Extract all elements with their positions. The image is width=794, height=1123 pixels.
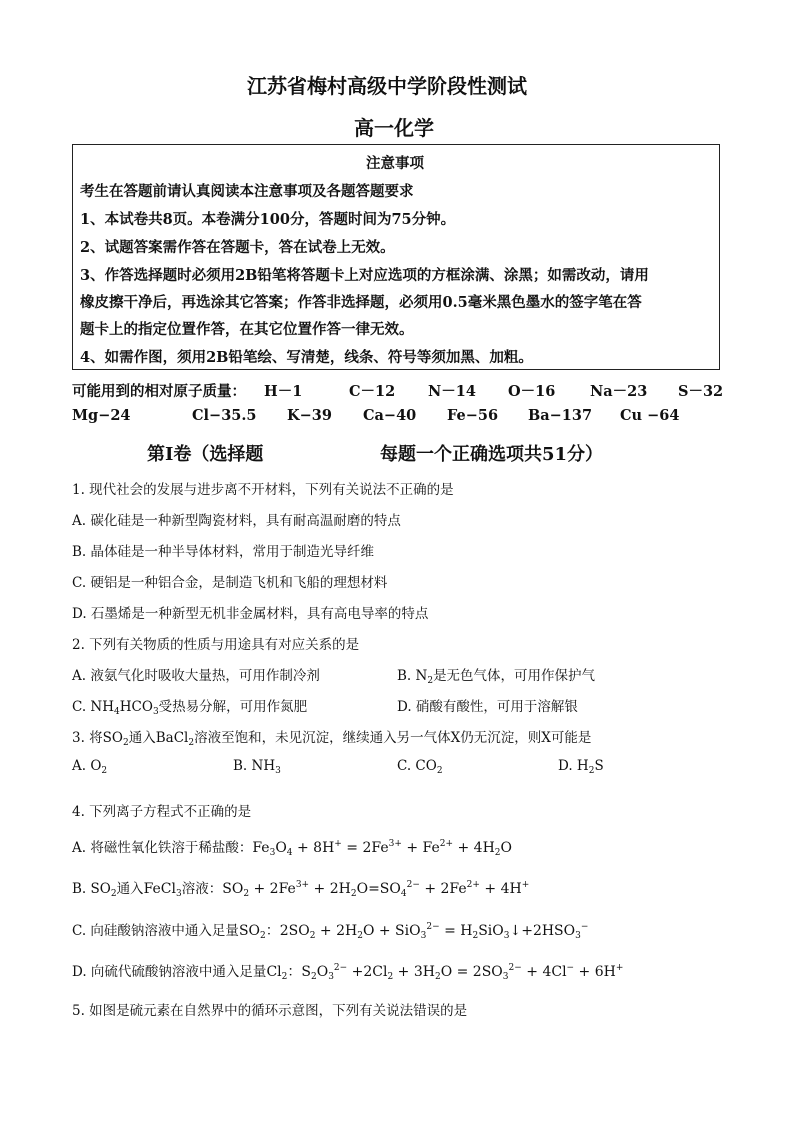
question-1-stem: 1. 现代社会的发展与进步离不开材料，下列有关说法不正确的是 (72, 482, 454, 498)
atomic-mass-mg: Mg−24 (72, 407, 131, 424)
notice-item: 3、作答选择题时必须用2B铅笔将答题卡上对应选项的方框涂满、涂黑；如需改动，请用 (80, 267, 649, 284)
atomic-mass-o: O－16 (508, 383, 556, 400)
exam-title: 江苏省梅村高级中学阶段性测试 (247, 74, 527, 98)
atomic-mass-cl: Cl−35.5 (192, 407, 257, 424)
question-4-option-a: A. 将磁性氧化铁溶于稀盐酸：$Fe_3O_4 + 8H^+ = 2Fe^{3+} + Fe^{2+} + 4H_2O$ (72, 839, 513, 858)
atomic-mass-s: S－32 (678, 383, 724, 400)
question-1-option-a: A. 碳化硅是一种新型陶瓷材料，具有耐高温耐磨的特点 (72, 513, 401, 529)
atomic-mass-na: Na－23 (590, 383, 648, 400)
question-4-option-b: B. $SO_2$通入FeCl$_3$溶液：$SO_2 + 2Fe^{3+} + 2H_2O=SO_4^{2-} + 2Fe^{2+} + 4H^+$ (72, 880, 530, 899)
question-2-option-b: B. $N_2$是无色气体，可用作保护气 (397, 668, 596, 686)
question-3-stem: 3. 将$SO_2$通入BaCl$_2$溶液至饱和，未见沉淀，继续通入另一气体X仍无沉淀，则X可能是 (72, 730, 592, 748)
atomic-mass-label: 可能用到的相对原子质量： (72, 383, 246, 400)
notice-item: 2、试题答案需作答在答题卡，答在试卷上无效。 (80, 239, 395, 256)
question-1-option-b: B. 晶体硅是一种半导体材料，常用于制造光导纤维 (72, 544, 375, 560)
atomic-mass-ca: Ca−40 (363, 407, 417, 424)
atomic-mass-k: K−39 (287, 407, 332, 424)
question-4-option-d: D. 向硫代硫酸钠溶液中通入足量$Cl_2$：$S_2O_3^{2-} +2Cl_2 + 3H_2O = 2SO_3^{2-} + 4Cl^- + 6H^+$ (72, 963, 624, 982)
notice-intro: 考生在答题前请认真阅读本注意事项及各题答题要求 (80, 183, 414, 200)
question-4-stem: 4. 下列离子方程式不正确的是 (72, 804, 252, 820)
question-3-option-b: B. $NH_3$ (233, 758, 281, 776)
notice-heading: 注意事项 (366, 155, 424, 172)
atomic-mass-ba: Ba−137 (528, 407, 593, 424)
atomic-mass-cu: Cu −64 (620, 407, 680, 424)
question-3-option-a: A. $O_2$ (72, 758, 108, 776)
atomic-mass-c: C－12 (349, 383, 396, 400)
question-2-option-a: A. 液氨气化时吸收大量热，可用作制冷剂 (72, 668, 320, 684)
notice-item: 橡皮擦干净后，再选涂其它答案；作答非选择题，必须用0.5毫米黑色墨水的签字笔在答 (80, 294, 642, 311)
question-2-option-c: C. $NH_4HCO_3$受热易分解，可用作氮肥 (72, 699, 308, 717)
atomic-mass-fe: Fe−56 (447, 407, 499, 424)
question-5-stem: 5. 如图是硫元素在自然界中的循环示意图，下列有关说法错误的是 (72, 1003, 468, 1019)
atomic-mass-n: N－14 (428, 383, 476, 400)
question-2-stem: 2. 下列有关物质的性质与用途具有对应关系的是 (72, 637, 360, 653)
question-4-option-c: C. 向硅酸钠溶液中通入足量$SO_2$：$2SO_2 + 2H_2O + SiO_3^{2-}$ = $H_2SiO_3↓+2HSO_3^-$ (72, 922, 589, 941)
exam-subtitle: 高一化学 (354, 116, 434, 140)
atomic-mass-h: H－1 (264, 383, 303, 400)
notice-item: 题卡上的指定位置作答，在其它位置作答一律无效。 (80, 321, 414, 338)
section-heading-left: 第Ⅰ卷（选择题 (147, 444, 264, 465)
question-3-option-c: C. $CO_2$ (397, 758, 443, 776)
question-1-option-c: C. 硬铝是一种铝合金，是制造飞机和飞船的理想材料 (72, 575, 388, 591)
notice-item: 4、如需作图，须用2B铅笔绘、写清楚，线条、符号等须加黑、加粗。 (80, 349, 533, 366)
question-2-option-d: D. 硝酸有酸性，可用于溶解银 (397, 699, 578, 715)
question-3-option-d: D. $H_2S$ (558, 758, 604, 776)
section-heading-right: 每题一个正确选项共51分） (380, 444, 604, 465)
notice-item: 1、本试卷共8页。本卷满分100分，答题时间为75分钟。 (80, 211, 456, 228)
question-1-option-d: D. 石墨烯是一种新型无机非金属材料，具有高电导率的特点 (72, 606, 429, 622)
